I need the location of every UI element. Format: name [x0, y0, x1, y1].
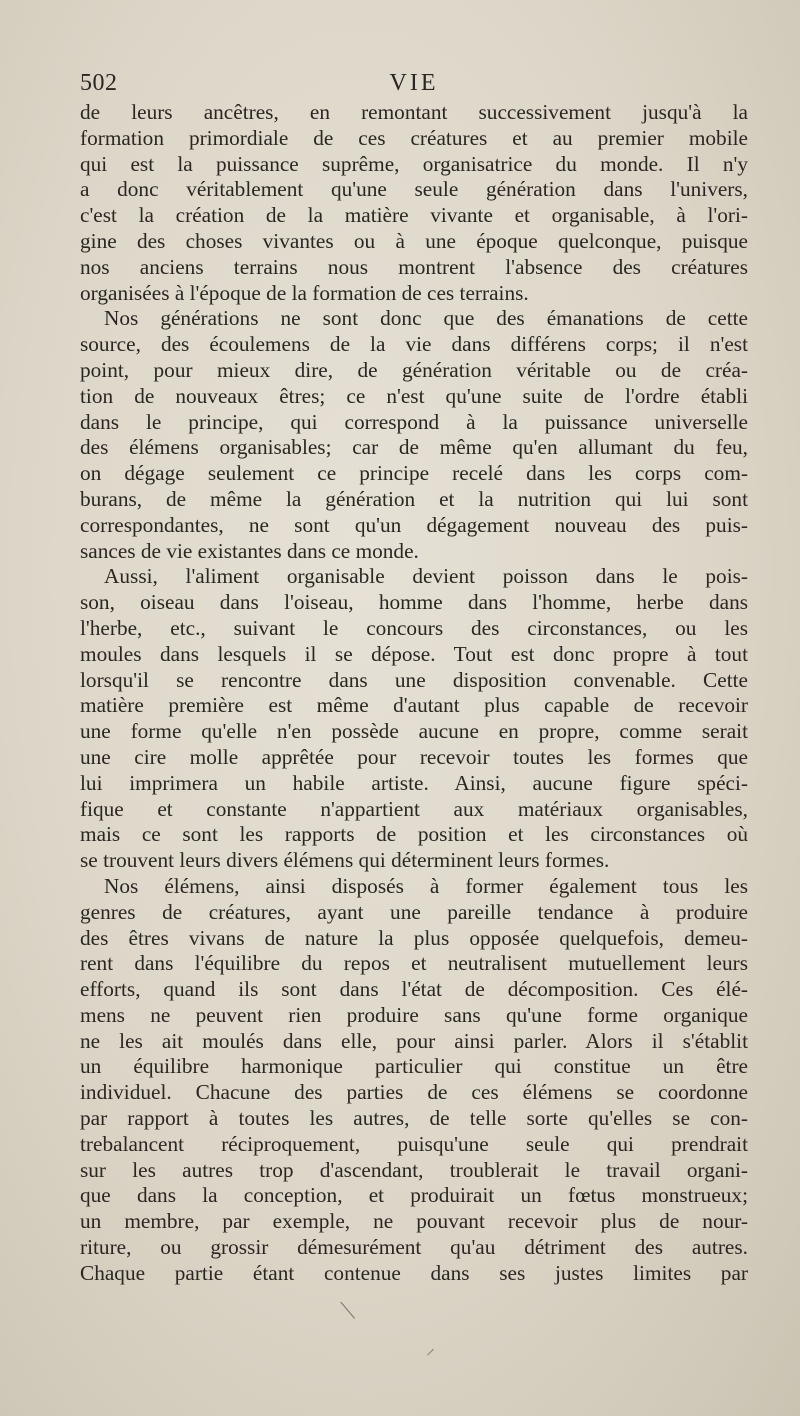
text-line: riture, ou grossir démesurément qu'au détriment des autres. [80, 1235, 748, 1260]
text-line: correspondantes, ne sont qu'un dégagement nouveau des puis- [80, 512, 748, 537]
text-line: qui est la puissance suprême, organisatrice du monde. Il n'y [80, 151, 748, 176]
body-text [80, 100, 748, 1287]
text-line: un équilibre harmonique particulier qui constitue un être [80, 1054, 748, 1079]
text-line: que dans la conception, et produirait un fœtus monstrueux; [80, 1183, 748, 1208]
running-head [80, 66, 748, 100]
paper-blemish-mark: ⸝ [426, 1338, 435, 1358]
text-line: a donc véritablement qu'une seule génération dans l'univers, [80, 177, 748, 202]
text-line: Chaque partie étant contenue dans ses justes limites par [80, 1260, 748, 1285]
text-line: des élémens organisables; car de même qu'en allumant du feu, [80, 435, 748, 460]
text-line: son, oiseau dans l'oiseau, homme dans l'homme, herbe dans [80, 590, 748, 615]
running-head-title: VIE [389, 70, 439, 96]
text-line: rent dans l'équilibre du repos et neutralisent mutuellement leurs [80, 951, 748, 976]
text-line: lorsqu'il se rencontre dans une disposition convenable. Cette [80, 667, 748, 692]
page-number: 502 [80, 70, 118, 96]
text-line: c'est la création de la matière vivante et organisable, à l'ori- [80, 203, 748, 228]
text-line: Nos générations ne sont donc que des émanations de cette [104, 306, 748, 331]
text-line: sur les autres trop d'ascendant, troublerait le travail organi- [80, 1157, 748, 1182]
text-line: ne les ait moulés dans elle, pour ainsi parler. Alors il s'établit [80, 1028, 748, 1053]
text-line: une cire molle apprêtée pour recevoir toutes les formes que [80, 744, 748, 769]
text-line: efforts, quand ils sont dans l'état de décomposition. Ces élé- [80, 977, 748, 1002]
text-line: mens ne peuvent rien produire sans qu'une forme organique [80, 1002, 748, 1027]
text-line: se trouvent leurs divers élémens qui déterminent leurs formes. [80, 848, 610, 873]
text-line: de leurs ancêtres, en remontant successivement jusqu'à la [80, 100, 748, 124]
text-line: matière première est même d'autant plus capable de recevoir [80, 693, 748, 718]
text-line: moules dans lesquels il se dépose. Tout est donc propre à tout [80, 641, 748, 666]
text-line: fique et constante n'appartient aux matériaux organisables, [80, 796, 748, 821]
text-line: individuel. Chacune des parties de ces élémens se coordonne [80, 1080, 748, 1105]
text-line: nos anciens terrains nous montrent l'absence des créatures [80, 254, 748, 279]
text-line: un membre, par exemple, ne pouvant recevoir plus de nour- [80, 1209, 748, 1234]
text-line: des êtres vivans de nature la plus opposée quelquefois, demeu- [80, 925, 748, 950]
text-line: Nos élémens, ainsi disposés à former également tous les [104, 873, 748, 898]
text-line: une forme qu'elle n'en possède aucune en propre, comme serait [80, 719, 748, 744]
text-line: l'herbe, etc., suivant le concours des circonstances, ou les [80, 615, 748, 640]
text-line: burans, de même la génération et la nutrition qui lui sont [80, 486, 748, 511]
text-line: source, des écoulemens de la vie dans différens corps; il n'est [80, 332, 748, 357]
text-line: par rapport à toutes les autres, de telle sorte qu'elles se con- [80, 1106, 748, 1131]
text-line: formation primordiale de ces créatures et au premier mobile [80, 125, 748, 150]
text-line: genres de créatures, ayant une pareille tendance à produire [80, 899, 748, 924]
text-line: sances de vie existantes dans ce monde. [80, 538, 419, 563]
text-line: point, pour mieux dire, de génération véritable ou de créa- [80, 357, 748, 382]
text-line: gine des choses vivantes ou à une époque quelconque, puisque [80, 228, 748, 253]
text-line: Aussi, l'aliment organisable devient poisson dans le pois- [104, 564, 748, 589]
text-line: mais ce sont les rapports de position et les circonstances où [80, 822, 748, 847]
text-line: dans le principe, qui correspond à la puissance universelle [80, 409, 748, 434]
paper-blemish-mark: ⟍ [340, 1298, 356, 1323]
text-line: organisées à l'époque de la formation de ces terrains. [80, 280, 529, 305]
text-line: trebalancent réciproquement, puisqu'une seule qui prendrait [80, 1131, 748, 1156]
text-line: tion de nouveaux êtres; ce n'est qu'une suite de l'ordre établi [80, 383, 748, 408]
text-line: lui imprimera un habile artiste. Ainsi, aucune figure spéci- [80, 770, 748, 795]
text-line: on dégage seulement ce principe recelé dans les corps com- [80, 461, 748, 486]
